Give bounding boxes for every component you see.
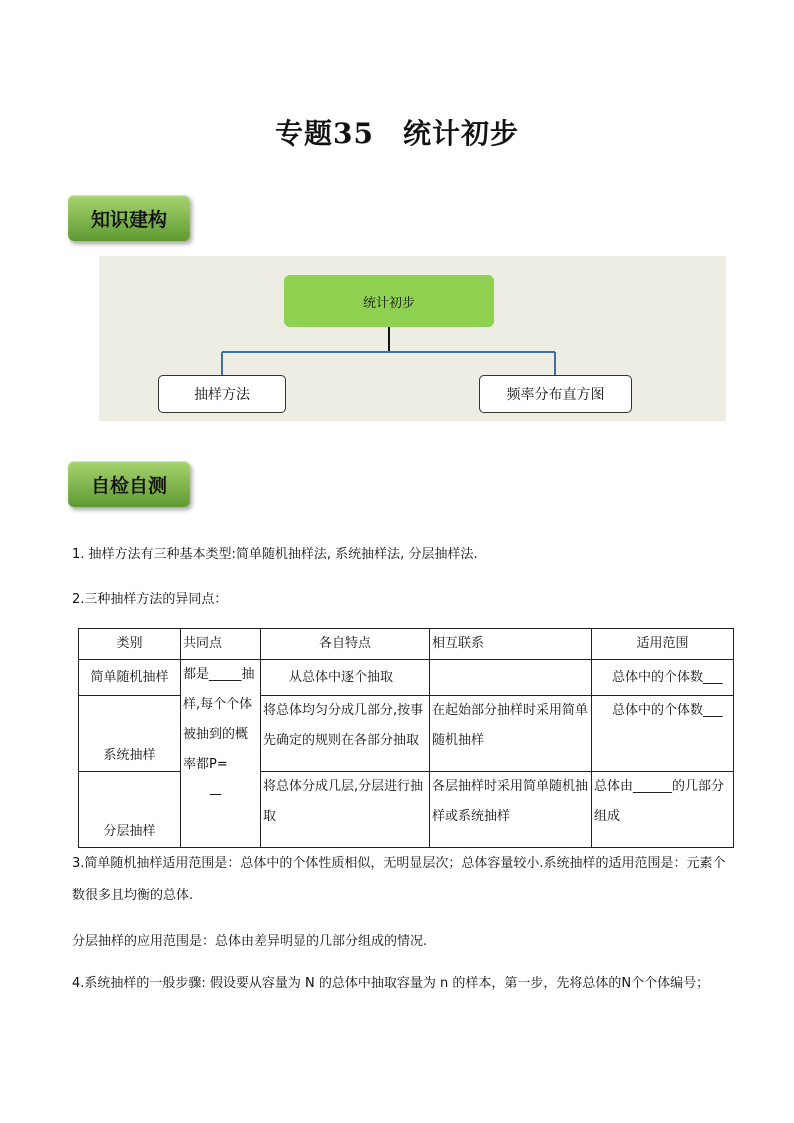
section-badge-knowledge: 知识建构 [68, 195, 190, 241]
paragraph-5: 4.系统抽样的一般步骤: 假设要从容量为 N 的总体中抽取容量为 n 的样本，第一步，先将总体的N个个体编号； [72, 976, 710, 991]
header-common: 共同点 [181, 629, 261, 660]
paragraph-1: 1. 抽样方法有三种基本类型:简单随机抽样法, 系统抽样法, 分层抽样法. [72, 547, 478, 562]
row-stratified-feature: 将总体分成几层,分层进行抽取 [261, 772, 430, 848]
diagram-root-node: 统计初步 [284, 275, 494, 327]
diagram-node-sampling: 抽样方法 [158, 375, 286, 413]
sampling-comparison-table [78, 628, 734, 848]
header-category: 类别 [79, 629, 181, 660]
paragraph-3: 3.简单随机抽样适用范围是：总体中的个体性质相似，无明显层次；总体容量较小.系统抽样的适用范围是：元素个数很多且均衡的总体. [72, 856, 726, 903]
knowledge-diagram [99, 256, 726, 421]
section-badge-selfcheck: 自检自测 [68, 461, 190, 507]
row-simple-feature: 从总体中逐个抽取 [261, 660, 430, 696]
row-systematic-relation: 在起始部分抽样时采用简单随机抽样 [430, 696, 592, 772]
diagram-node-histogram: 频率分布直方图 [479, 375, 632, 413]
row-simple-relation [430, 660, 592, 696]
header-relation: 相互联系 [430, 629, 592, 660]
row-simple-scope: 总体中的个体数___ [592, 660, 734, 696]
paragraph-2: 2.三种抽样方法的异同点： [72, 592, 228, 607]
row-systematic-category: 系统抽样 [79, 696, 181, 772]
row-stratified-relation: 各层抽样时采用简单随机抽样或系统抽样 [430, 772, 592, 848]
page-title: 专题35 统计初步 [275, 117, 519, 150]
row-systematic-feature: 将总体均匀分成几部分,按事先确定的规则在各部分抽取 [261, 696, 430, 772]
row-simple-category: 简单随机抽样 [79, 660, 181, 696]
header-scope: 适用范围 [592, 629, 734, 660]
row-stratified-category: 分层抽样 [79, 772, 181, 848]
header-feature: 各自特点 [261, 629, 430, 660]
common-cell: 都是_____抽样,每个个体被抽到的概率都P= — [181, 660, 261, 848]
paragraph-4: 分层抽样的应用范围是：总体由差异明显的几部分组成的情况. [72, 934, 428, 949]
row-systematic-scope: 总体中的个体数___ [592, 696, 734, 772]
row-stratified-scope: 总体由______的几部分组成 [592, 772, 734, 848]
